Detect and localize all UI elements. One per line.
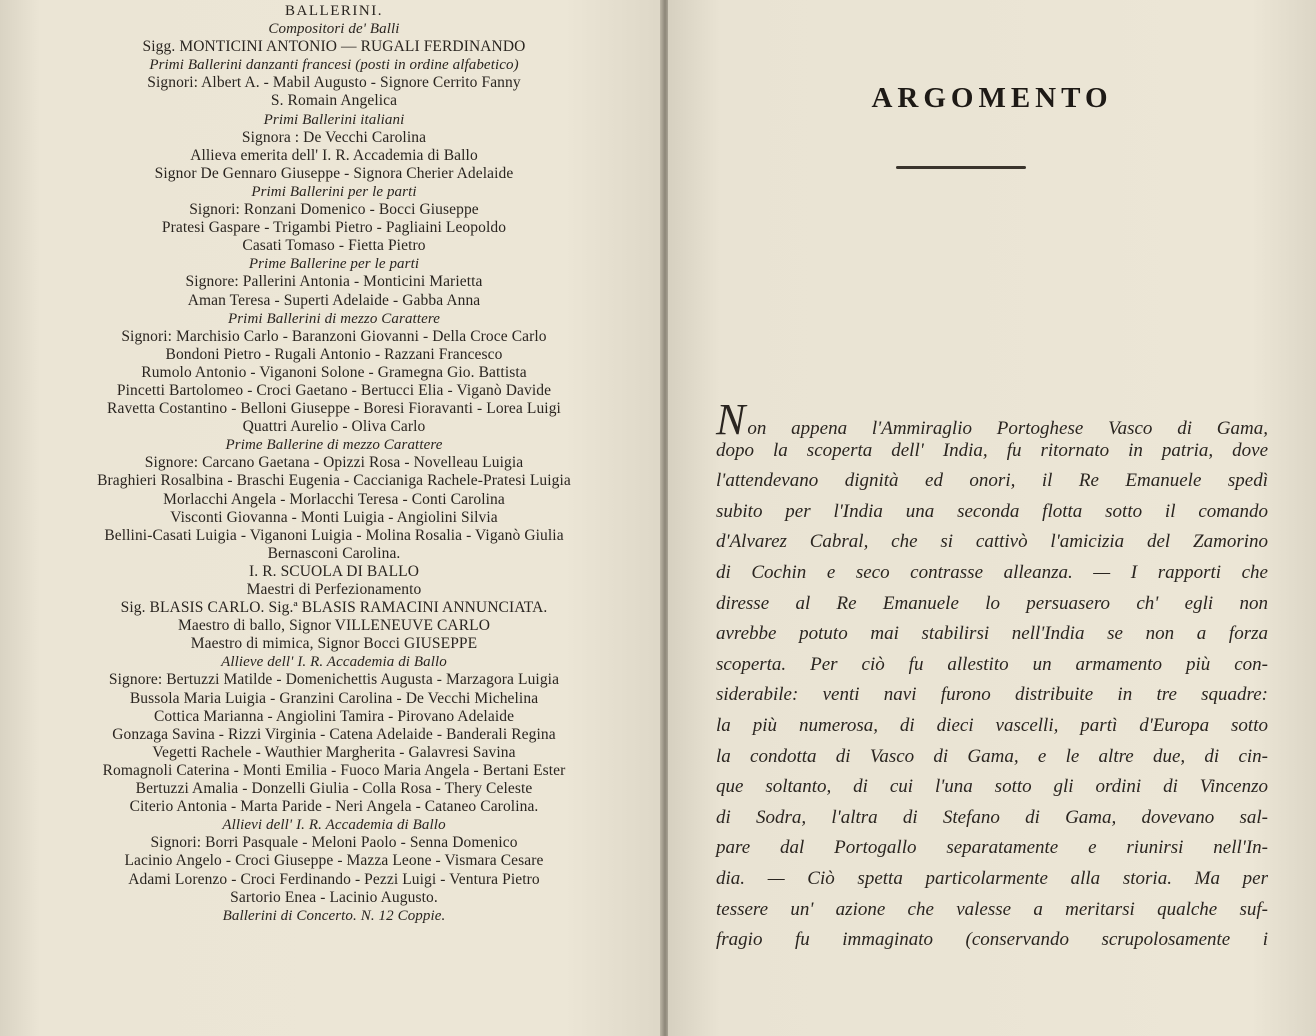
cast-line: S. Romain Angelica <box>270 92 398 110</box>
cast-line: Allieva emerita dell' I. R. Accademia di Ballo <box>190 146 478 164</box>
cast-line: Vegetti Rachele - Wauthier Margherita - Galavresi Savina <box>152 743 516 761</box>
cast-line: Morlacchi Angela - Morlacchi Teresa - Conti Carolina <box>163 490 505 508</box>
text-line: diresse al Re Emanuele lo persuasero ch' egli non <box>716 592 1268 614</box>
text-line-content: on appena l'Ammiraglio Portoghese Vasco di Gama, <box>747 418 1268 439</box>
cast-line: Pratesi Gaspare - Trigambi Pietro - Pagliaini Leopoldo <box>161 219 507 237</box>
text-line: dia. — Ciò spetta particolarmente alla storia. Ma per <box>716 867 1268 889</box>
text-line: pare dal Portogallo separatamente e riunirsi nell'In- <box>716 837 1268 859</box>
cast-line: Gonzaga Savina - Rizzi Virginia - Catena Adelaide - Banderali Regina <box>112 725 556 743</box>
title-rule <box>896 166 1026 169</box>
text-line: fragio fu immaginato (conservando scrupolosamente i <box>716 929 1268 951</box>
cast-line: Signora : De Vecchi Carolina <box>241 128 427 146</box>
text-line: la più numerosa, di dieci vascelli, partì d'Europa sotto <box>716 714 1268 736</box>
section-heading: Prime Ballerine per le parti <box>248 256 420 273</box>
text-line: la condotta di Vasco di Gama, e le altre due, di cin- <box>716 745 1268 767</box>
drop-cap: N <box>716 395 746 444</box>
cast-line: Signori: Borri Pasquale - Meloni Paolo - Senna Domenico <box>150 834 518 852</box>
section-heading: Ballerini di Concerto. N. 12 Coppie. <box>222 907 446 924</box>
section-heading: Primi Ballerini italiani <box>263 111 405 128</box>
text-line: que soltanto, di cui l'una sotto gli ordini di Vincenzo <box>716 776 1268 798</box>
cast-line: Bernasconi Carolina. <box>267 544 401 562</box>
cast-line: Signore: Pallerini Antonia - Monticini Marietta <box>185 273 483 291</box>
cast-line: Maestri di Perfezionamento <box>246 581 422 598</box>
page-title: ARGOMENTO <box>871 82 1113 114</box>
text-line: scoperta. Per ciò fu allestito un armamento più con- <box>716 653 1268 675</box>
cast-line: Signore: Bertuzzi Matilde - Domenichettis Augusta - Marzagora Luigia <box>108 671 560 689</box>
section-heading: Primi Ballerini danzanti francesi (posti in ordine alfabetico) <box>149 57 519 74</box>
cast-line: Rumolo Antonio - Viganoni Solone - Gramegna Gio. Battista <box>141 363 527 381</box>
cast-line: Ravetta Costantino - Belloni Giuseppe - Boresi Fioravanti - Lorea Luigi <box>107 400 561 418</box>
text-line: siderabile: venti navi furono distribuite in tre squadre: <box>716 684 1268 706</box>
cast-line: Signore: Carcano Gaetana - Opizzi Rosa - Novelleau Luigia <box>144 454 524 472</box>
section-heading: BALLERINI. <box>285 3 383 19</box>
section-heading: Allieve dell' I. R. Accademia di Ballo <box>221 654 447 671</box>
cast-line: Maestro di ballo, Signor VILLENEUVE CARLO <box>177 617 491 635</box>
text-line: tessere un' azione che valesse a meritarsi qualche suf- <box>716 898 1268 920</box>
cast-line: Lacinio Angelo - Croci Giuseppe - Mazza Leone - Vismara Cesare <box>124 852 544 870</box>
text-line: subito per l'India una seconda flotta sotto il comando <box>716 500 1268 522</box>
cast-line: Casati Tomaso - Fietta Pietro <box>242 237 426 255</box>
cast-line: Quattri Aurelio - Oliva Carlo <box>242 418 426 436</box>
text-line: avrebbe potuto mai stabilirsi nell'India se non a forza <box>716 623 1268 645</box>
section-heading: Prime Ballerine di mezzo Carattere <box>225 437 443 454</box>
cast-line: Braghieri Rosalbina - Braschi Eugenia - Caccianiga Rachele-Pratesi Luigia <box>97 472 571 490</box>
right-page <box>668 0 1316 1036</box>
cast-line: Bondoni Pietro - Rugali Antonio - Razzani Francesco <box>165 345 503 363</box>
section-heading: Primi Ballerini per le parti <box>251 183 417 200</box>
cast-line: Signor De Gennaro Giuseppe - Signora Cherier Adelaide <box>154 164 514 182</box>
cast-list <box>20 2 648 925</box>
cast-line: Adami Lorenzo - Croci Ferdinando - Pezzi Luigi - Ventura Pietro <box>128 870 540 888</box>
argument-text <box>716 395 1268 956</box>
text-line: di Sodra, l'altra di Stefano di Gama, dovevano sal- <box>716 806 1268 828</box>
section-heading: Primi Ballerini di mezzo Carattere <box>227 310 440 327</box>
cast-line: Sigg. MONTICINI ANTONIO — RUGALI FERDINANDO <box>142 38 526 56</box>
text-line <box>716 395 1268 444</box>
section-heading: Compositori de' Balli <box>268 21 400 38</box>
text-line: d'Alvarez Cabral, che si cattivò l'amicizia del Zamorino <box>716 531 1268 553</box>
cast-line: I. R. SCUOLA DI BALLO <box>248 562 420 580</box>
text-line: di Cochin e seco contrasse alleanza. — I rapporti che <box>716 561 1268 583</box>
cast-line: Bellini-Casati Luigia - Viganoni Luigia - Molina Rosalia - Viganò Giulia <box>104 526 564 544</box>
cast-line: Citerio Antonia - Marta Paride - Neri Angela - Cataneo Carolina. <box>129 798 539 816</box>
cast-line: Sig. BLASIS CARLO. Sig.ª BLASIS RAMACINI ANNUNCIATA. <box>120 599 548 617</box>
cast-line: Romagnoli Caterina - Monti Emilia - Fuoco Maria Angela - Bertani Ester <box>102 761 566 779</box>
cast-line: Aman Teresa - Superti Adelaide - Gabba Anna <box>187 291 481 309</box>
cast-line: Visconti Giovanna - Monti Luigia - Angiolini Silvia <box>170 508 498 526</box>
cast-line: Sartorio Enea - Lacinio Augusto. <box>230 888 438 906</box>
text-line: l'attendevano dignità ed onori, il Re Emanuele spedì <box>716 470 1268 492</box>
section-heading: Allievi dell' I. R. Accademia di Ballo <box>222 817 446 834</box>
text-line: dopo la scoperta dell' India, fu ritornato in patria, dove <box>716 439 1268 461</box>
cast-line: Bussola Maria Luigia - Granzini Carolina - De Vecchi Michelina <box>129 689 539 707</box>
cast-line: Bertuzzi Amalia - Donzelli Giulia - Colla Rosa - Thery Celeste <box>135 780 533 798</box>
cast-line: Maestro di mimica, Signor Bocci GIUSEPPE <box>190 635 478 653</box>
cast-line: Signori: Albert A. - Mabil Augusto - Signore Cerrito Fanny <box>147 74 521 92</box>
cast-line: Signori: Ronzani Domenico - Bocci Giuseppe <box>189 201 479 219</box>
cast-line: Cottica Marianna - Angiolini Tamira - Pirovano Adelaide <box>153 707 515 725</box>
cast-line: Signori: Marchisio Carlo - Baranzoni Giovanni - Della Croce Carlo <box>121 327 547 345</box>
cast-line: Pincetti Bartolomeo - Croci Gaetano - Bertucci Elia - Viganò Davide <box>116 381 552 399</box>
